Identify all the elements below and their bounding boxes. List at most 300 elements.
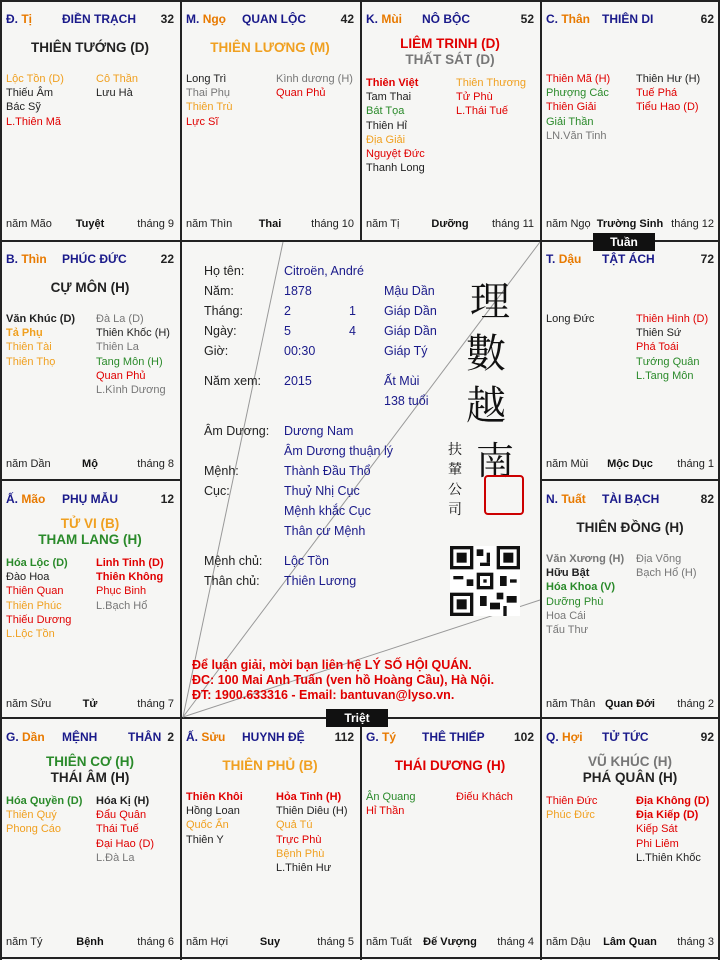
red-stamp-icon [484, 475, 524, 515]
palace-branch [186, 12, 226, 26]
palace-name: QUAN LỘC [242, 12, 306, 26]
minor-star: L.Đà La [96, 851, 135, 864]
palace-name: ĐIỀN TRẠCH [62, 12, 136, 26]
palace-name: TẬT ÁCH [602, 252, 655, 266]
minor-star: Thai Phụ [186, 87, 231, 100]
palace-name: THIÊN DI [602, 12, 654, 26]
branch-prefix: Đ. [6, 12, 18, 26]
minor-star: Hóa Lộc (D) [6, 557, 68, 569]
palace-header [186, 12, 354, 28]
footer-stage: Tuyệt [75, 218, 105, 230]
palace-number: 82 [700, 492, 714, 506]
minor-star: Quan Phủ [276, 87, 326, 100]
menhchu-value: Lộc Tồn [284, 554, 329, 568]
palace-number: 22 [160, 252, 174, 266]
menh-value: Thành Đầu Thổ [284, 464, 371, 478]
minor-star: L.Thái Tuế [456, 105, 508, 118]
minor-star: Hồng Loan [186, 805, 240, 818]
minor-stars-right [96, 556, 164, 613]
palace-header [6, 492, 174, 508]
contact-address: ĐC: 100 Mai Anh Tuấn (ven hồ Hoàng Cầu), Hà Nội. [192, 673, 495, 687]
minor-star: Phong Cáo [6, 823, 62, 836]
palace-header [366, 730, 534, 746]
seal-small-text [448, 440, 464, 520]
minor-stars-right [636, 552, 697, 580]
major-star: VŨ KHÚC (H) [588, 754, 672, 769]
palace-header [6, 730, 174, 746]
palace-name: PHỤ MẪU [62, 492, 118, 506]
palace-footer [6, 936, 174, 950]
palace-cell-mui [360, 0, 540, 240]
palace-header [546, 252, 714, 268]
minor-star: Thiên Quan [6, 585, 64, 598]
minor-star: Dưỡng Phù [546, 595, 604, 608]
thanchu-label: Thân chủ: [204, 574, 260, 588]
minor-stars-right [96, 794, 154, 865]
minor-star: Tử Phù [456, 91, 493, 104]
seal-char-1: 理 [470, 279, 510, 325]
minor-star: Thiên Khôi [186, 791, 243, 803]
branch-name: Mùi [381, 12, 403, 26]
palace-footer [6, 458, 174, 472]
month-label: Tháng: [204, 304, 243, 318]
footer-year: năm Tuất [366, 936, 412, 948]
footer-stage: Lâm Quan [603, 936, 657, 948]
minor-stars-right [276, 790, 348, 875]
minor-star: Kiếp Sát [636, 823, 678, 836]
palace-branch [6, 12, 32, 26]
minor-star: Bác Sỹ [6, 101, 41, 114]
footer-month: tháng 3 [677, 936, 714, 948]
minor-star: Thiên Hỉ [366, 119, 407, 132]
palace-number: 2 [167, 730, 174, 744]
minor-star: Thiên La [96, 341, 139, 354]
palace-number: 62 [700, 12, 714, 26]
minor-star: Long Đức [546, 313, 595, 325]
minor-star: Bạch Hổ (H) [636, 567, 697, 580]
menhchu-label: Mệnh chủ: [204, 554, 263, 568]
palace-number: 102 [513, 730, 534, 744]
minor-stars-right [636, 794, 709, 865]
minor-stars-left [546, 794, 597, 822]
footer-year: năm Tị [366, 218, 400, 230]
footer-month: tháng 11 [491, 218, 534, 230]
minor-stars-right [96, 312, 170, 397]
minor-star: Thiên Không [96, 571, 164, 584]
palace-cell-dan [0, 718, 180, 958]
hour-label: Giờ: [204, 344, 229, 358]
branch-prefix: K. [366, 12, 378, 26]
major-star: PHÁ QUÂN (H) [582, 770, 678, 785]
minor-star: L.Kình Dương [96, 384, 166, 397]
palace-footer [546, 218, 714, 232]
minor-star: L.Lộc Tồn [6, 628, 55, 641]
footer-year: năm Ngọ [546, 218, 591, 230]
palace-name: PHÚC ĐỨC [62, 252, 127, 266]
major-star: THIÊN CƠ (H) [45, 754, 134, 769]
palace-name: MỆNH [62, 730, 98, 744]
minor-stars-left [546, 552, 624, 637]
minor-star: Phi Liêm [636, 837, 679, 850]
palace-number: 12 [160, 492, 174, 506]
footer-year: năm Tý [6, 936, 43, 948]
palace-header [186, 730, 354, 746]
minor-stars-right [456, 76, 526, 119]
contact-line-1: Để luận giải, mời bạn liên hệ LÝ SỐ HỘI QUÁN. [192, 658, 472, 672]
minor-star: Tấu Thư [546, 624, 589, 637]
amduong-relation: Âm Dương thuận lý [284, 444, 393, 458]
month-can: Giáp Dần [384, 304, 437, 318]
view-year-label: Năm xem: [204, 374, 261, 388]
palace-branch [546, 492, 586, 506]
minor-star: Đẩu Quân [96, 809, 147, 822]
minor-star: Kình dương (H) [276, 73, 353, 85]
palace-name: HUYNH ĐỆ [242, 730, 305, 744]
minor-star: Lực Sĩ [186, 115, 219, 128]
day-label: Ngày: [204, 324, 237, 338]
footer-month: tháng 12 [671, 218, 714, 230]
minor-stars-left [546, 72, 610, 143]
major-star: THIÊN ĐỒNG (H) [576, 520, 684, 535]
seal-small-1: 扶 [448, 442, 462, 458]
minor-star: Thiên Trù [186, 101, 233, 114]
branch-name: Tị [21, 12, 33, 26]
minor-star: Văn Xương (H) [546, 553, 625, 565]
footer-month: tháng 6 [137, 936, 174, 948]
minor-star: Thiên Phúc [6, 599, 62, 612]
minor-star: LN.Văn Tinh [546, 129, 607, 142]
branch-prefix: T. [546, 252, 556, 266]
major-star: THIÊN TƯỚNG (D) [31, 40, 149, 55]
footer-year: năm Thìn [186, 218, 233, 230]
amduong-label: Âm Dương: [204, 424, 270, 438]
minor-star: Thiên Quý [6, 809, 57, 822]
cuc-value: Thuỷ Nhị Cục [284, 484, 360, 498]
minor-star: Bát Tọa [366, 105, 405, 118]
footer-stage: Mộc Dục [607, 458, 653, 470]
major-star: THÁI ÂM (H) [50, 770, 130, 785]
minor-stars-left [186, 790, 243, 847]
minor-star: Thanh Long [366, 162, 425, 175]
minor-star: Hỉ Thần [366, 805, 405, 818]
palace-cell-dau [540, 240, 720, 480]
minor-star: Long Trì [186, 73, 227, 85]
palace-footer [6, 698, 174, 712]
palace-number: 52 [520, 12, 534, 26]
minor-star: Thiên Giải [546, 101, 597, 114]
palace-branch [366, 12, 402, 26]
minor-star: Lộc Tồn (D) [6, 73, 64, 85]
footer-month: tháng 7 [137, 698, 174, 710]
minor-star: Phượng Các [546, 87, 609, 100]
view-year-value: 2015 [284, 374, 312, 388]
minor-star: Hóa Kị (H) [96, 795, 150, 807]
branch-prefix: C. [546, 12, 558, 26]
seal-char-4: 南 [476, 439, 515, 483]
branch-name: Dần [22, 730, 45, 744]
branch-name: Dậu [558, 252, 582, 266]
branch-prefix: B. [6, 252, 18, 266]
minor-star: Thiên Hình (D) [636, 313, 709, 325]
minor-star: Bệnh Phù [276, 847, 325, 860]
palace-header [6, 12, 174, 28]
minor-star: Đại Hao (D) [96, 837, 155, 850]
minor-star: Thiên Thương [456, 77, 527, 89]
palace-number: 92 [700, 730, 714, 744]
major-star: THÁI DƯƠNG (H) [394, 758, 506, 773]
minor-star: Cô Thần [96, 73, 138, 85]
palace-number: 42 [340, 12, 354, 26]
thanchu-value: Thiên Lương [284, 574, 357, 588]
minor-stars-left [6, 312, 75, 369]
minor-star: Quan Phủ [96, 369, 146, 382]
palace-number: 72 [700, 252, 714, 266]
palace-cell-ti [0, 0, 180, 240]
footer-month: tháng 2 [677, 698, 714, 710]
minor-star: Tiểu Hao (D) [636, 101, 699, 114]
minor-star: Thiên Diêu (H) [276, 805, 348, 818]
tuan-tag: Tuần [593, 233, 655, 251]
footer-stage: Mộ [82, 458, 98, 470]
minor-star: Hữu Bật [546, 567, 590, 580]
footer-year: năm Hợi [186, 936, 229, 948]
footer-stage: Suy [259, 936, 281, 948]
seal-char-3: 越 [466, 383, 506, 429]
footer-month: tháng 8 [137, 458, 174, 470]
minor-stars-right [636, 312, 708, 383]
palace-cell-suu [180, 718, 360, 958]
minor-star: Giải Thần [546, 115, 594, 128]
palace-cell-than [540, 0, 720, 240]
minor-stars-left [546, 312, 594, 326]
minor-star: Thiên Khốc (H) [96, 327, 170, 340]
palace-header [6, 252, 174, 268]
year-can: Mậu Dần [384, 284, 435, 298]
minor-star: Linh Tinh (D) [96, 557, 164, 569]
minor-star: Thiên Hư (H) [636, 73, 701, 85]
minor-star: L.Thiên Khốc [636, 851, 701, 864]
qr-code-icon [450, 546, 520, 616]
footer-month: tháng 5 [317, 936, 354, 948]
footer-stage: Đế Vượng [423, 936, 477, 948]
footer-year: năm Mùi [546, 458, 589, 470]
footer-stage: Bệnh [76, 936, 104, 948]
branch-prefix: Q. [546, 730, 559, 744]
minor-star: Tả Phụ [6, 327, 43, 340]
day-can: Giáp Dần [384, 324, 437, 338]
footer-year: năm Dần [6, 458, 51, 470]
hour-value: 00:30 [284, 344, 316, 358]
palace-branch [6, 492, 45, 506]
year-label: Năm: [204, 284, 234, 298]
branch-prefix: Ấ. [6, 492, 18, 506]
minor-stars-left [6, 794, 82, 837]
palace-header [546, 730, 714, 746]
palace-cell-mao [0, 480, 180, 720]
month-value: 2 [284, 304, 291, 318]
minor-star: Phúc Đức [546, 809, 595, 822]
cuc-label: Cục: [204, 484, 230, 498]
footer-year: năm Thân [546, 698, 596, 710]
minor-star: Tướng Quân [636, 355, 700, 368]
name-value: Citroën, André [284, 264, 364, 278]
minor-star: L.Thiên Mã [6, 115, 62, 128]
palace-name: NÔ BỘC [422, 12, 470, 26]
year-value: 1878 [284, 284, 312, 298]
contact-phone-email[interactable]: ĐT: 1900.633316 - Email: bantuvan@lyso.vn. [192, 688, 455, 702]
palace-cell-tuat [540, 480, 720, 720]
palace-name: TÀI BẠCH [602, 492, 660, 506]
minor-star: Thiên Thọ [6, 355, 56, 368]
minor-star: Quả Tú [276, 819, 313, 832]
palace-branch [6, 252, 47, 266]
palace-cell-thin [0, 240, 180, 480]
minor-star: Tuế Phá [636, 87, 678, 100]
branch-name: Ngọ [202, 12, 227, 26]
minor-star: Phục Binh [96, 585, 147, 598]
minor-star: Điếu Khách [456, 791, 513, 803]
seal-small-3: 公 [448, 482, 462, 498]
minor-star: Thiên Đức [546, 795, 598, 807]
minor-stars-right [96, 72, 138, 100]
minor-stars-right [636, 72, 700, 115]
branch-name: Sửu [201, 730, 226, 744]
palace-footer [546, 698, 714, 712]
minor-star: Thiên Việt [366, 77, 419, 89]
minor-star: Thiên Tài [6, 341, 52, 354]
branch-name: Hợi [562, 730, 583, 744]
branch-prefix: M. [186, 12, 200, 26]
palace-footer [546, 936, 714, 950]
branch-name: Tuất [561, 492, 586, 506]
major-star: THAM LANG (H) [38, 532, 142, 547]
footer-stage: Quan Đới [605, 698, 655, 710]
minor-stars-right [456, 790, 513, 804]
major-star: THIÊN LƯƠNG (M) [210, 40, 330, 55]
minor-star: L.Thiên Hư [276, 862, 332, 875]
minor-star: Địa Giải [366, 133, 406, 146]
minor-star: Quốc Ấn [186, 819, 229, 832]
palace-number: 32 [160, 12, 174, 26]
palace-name: THÊ THIẾP [422, 730, 485, 744]
contact-block [192, 658, 532, 703]
palace-header [366, 12, 534, 28]
branch-prefix: G. [366, 730, 379, 744]
palace-footer [186, 936, 354, 950]
seal-small-4: 司 [448, 502, 462, 518]
footer-year: năm Sửu [6, 698, 52, 710]
minor-star: Thiên Mã (H) [546, 73, 611, 85]
palace-branch [186, 730, 225, 744]
triet-tag: Triệt [326, 709, 388, 727]
day-lunar: 4 [349, 324, 356, 338]
view-year-can: Ất Mùi [384, 374, 420, 388]
than-cu: Thân cư Mệnh [284, 524, 366, 538]
palace-number: 112 [334, 730, 354, 744]
calligraphy-seal [440, 270, 530, 530]
palace-name: TỬ TỨC [602, 730, 649, 744]
footer-stage: Tử [82, 698, 98, 710]
footer-year: năm Dậu [546, 936, 591, 948]
minor-star: Tam Thai [366, 91, 412, 104]
cuc-relation: Mệnh khắc Cục [284, 504, 371, 518]
than-marker: THÂN [128, 730, 162, 744]
month-lunar: 1 [349, 304, 356, 318]
palace-branch [546, 730, 583, 744]
branch-name: Mão [21, 492, 46, 506]
minor-stars-left [186, 72, 232, 129]
hour-can: Giáp Tý [384, 344, 428, 358]
palace-cell-ngo [180, 0, 360, 240]
minor-star: Địa Võng [636, 553, 682, 565]
palace-cell-hoi [540, 718, 720, 958]
palace-footer [186, 218, 354, 232]
palace-footer [366, 936, 534, 950]
minor-star: Thiên Y [186, 833, 224, 846]
seal-small-2: 輦 [448, 462, 462, 478]
footer-stage: Trường Sinh [596, 218, 664, 230]
minor-star: Địa Kiếp (D) [636, 809, 699, 822]
minor-star: Hoa Cái [546, 609, 586, 622]
minor-stars-left [366, 76, 425, 175]
minor-star: Tang Môn (H) [96, 355, 163, 368]
minor-star: Hóa Khoa (V) [546, 581, 616, 594]
palace-branch [546, 252, 581, 266]
seal-char-2: 數 [466, 331, 506, 377]
minor-star: Thiếu Âm [6, 87, 54, 100]
minor-stars-left [366, 790, 416, 818]
palace-branch [6, 730, 45, 744]
palace-branch [366, 730, 396, 744]
minor-star: Thái Tuế [96, 823, 139, 836]
name-label: Họ tên: [204, 264, 245, 278]
palace-cell-ty [360, 718, 540, 958]
minor-star: Trực Phù [276, 833, 322, 846]
minor-star: Đào Hoa [6, 571, 50, 584]
minor-star: Hóa Quyền (D) [6, 795, 83, 807]
major-star: CỰ MÔN (H) [50, 280, 130, 295]
minor-star: Lưu Hà [96, 87, 133, 100]
footer-month: tháng 1 [677, 458, 714, 470]
minor-star: Ân Quang [366, 791, 416, 803]
palace-header [546, 492, 714, 508]
branch-prefix: G. [6, 730, 19, 744]
menh-label: Mệnh: [204, 464, 239, 478]
minor-star: Đà La (D) [96, 313, 144, 325]
minor-star: Địa Không (D) [636, 795, 710, 807]
minor-star: L.Tang Môn [636, 369, 694, 382]
branch-name: Thân [561, 12, 591, 26]
footer-year: năm Mão [6, 218, 52, 230]
palace-footer [546, 458, 714, 472]
minor-stars-left [6, 556, 71, 641]
age-value: 138 tuổi [384, 394, 429, 408]
minor-star: Thiếu Dương [6, 613, 72, 626]
minor-star: Hỏa Tinh (H) [276, 791, 342, 803]
footer-month: tháng 9 [137, 218, 174, 230]
palace-footer [6, 218, 174, 232]
major-star: THẤT SÁT (D) [405, 52, 495, 67]
day-value: 5 [284, 324, 291, 338]
footer-stage: Dưỡng [431, 218, 469, 230]
palace-footer [366, 218, 534, 232]
major-star: TỬ VI (B) [60, 516, 120, 531]
amduong-value: Dương Nam [284, 424, 354, 438]
major-star: LIÊM TRINH (D) [400, 36, 500, 51]
palace-header [546, 12, 714, 28]
minor-star: Phá Toái [636, 341, 679, 354]
minor-stars-right [276, 72, 353, 100]
